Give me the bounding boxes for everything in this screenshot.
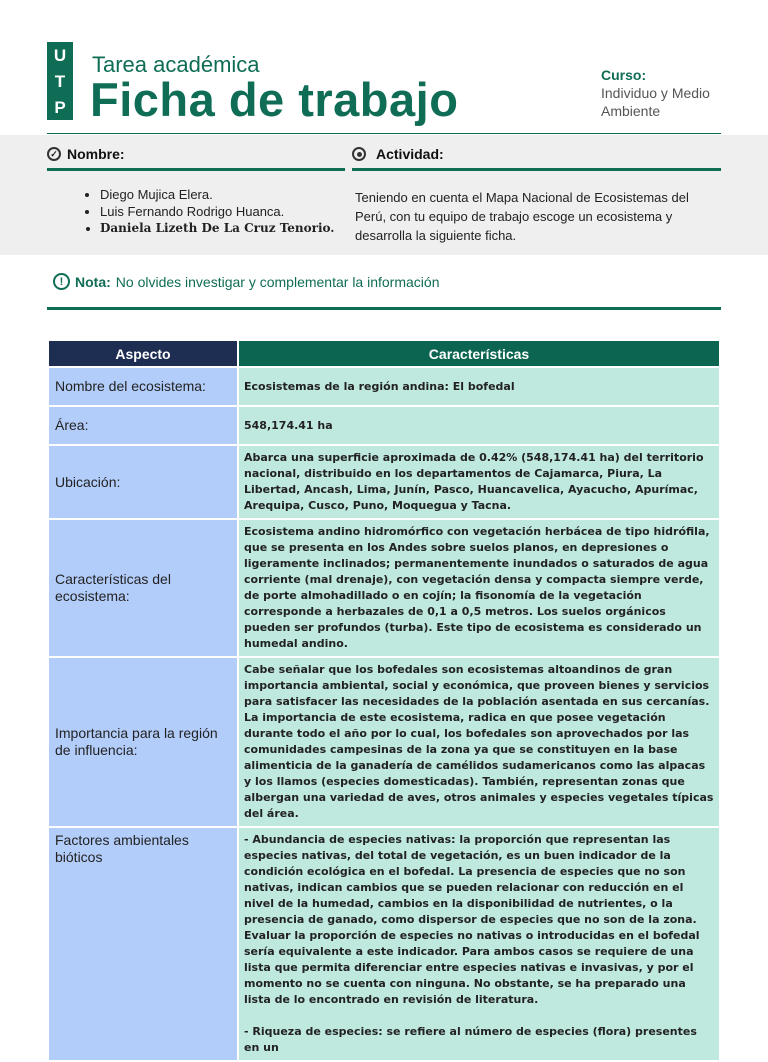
- activity-field-header: [352, 140, 721, 171]
- column-header-aspect: Aspecto: [49, 341, 237, 366]
- name-field-header: [47, 140, 345, 171]
- course-label: Curso:: [601, 67, 647, 83]
- cell-text: - Riqueza de especies: se refiere al número de especies (flora) presentes en un: [244, 1025, 697, 1054]
- table-row: [49, 658, 719, 826]
- cell-text: Ecosistemas de la región andina: El bofedal: [244, 379, 515, 393]
- aspect-cell: Factores ambientales bióticos: [49, 828, 237, 1060]
- characteristics-cell: [239, 446, 719, 518]
- table-row: [49, 446, 719, 518]
- ecosystem-table: [47, 339, 721, 1062]
- aspect-cell: Importancia para la región de influencia:: [49, 658, 237, 826]
- exclamation-icon: !: [53, 273, 70, 290]
- characteristics-cell: [239, 368, 719, 405]
- list-item: • Daniela Lizeth De La Cruz Tenorio.: [100, 220, 334, 237]
- list-item: • Luis Fernando Rodrigo Huanca.: [100, 203, 334, 220]
- characteristics-cell: [239, 520, 719, 656]
- characteristics-cell: [239, 658, 719, 826]
- document-subtitle: Tarea académica: [92, 52, 260, 77]
- aspect-cell: Área:: [49, 407, 237, 444]
- activity-label: Actividad:: [376, 146, 444, 162]
- column-header-characteristics: Características: [239, 341, 719, 366]
- logo-letter: P: [54, 97, 66, 117]
- aspect-cell: Nombre del ecosistema:: [49, 368, 237, 405]
- student-names-list: [75, 186, 334, 237]
- aspect-cell: Ubicación:: [49, 446, 237, 518]
- target-icon: [352, 147, 366, 161]
- characteristics-cell: [239, 828, 719, 1060]
- table-row: [49, 368, 719, 405]
- table-row: [49, 828, 719, 1060]
- cell-text: [244, 1008, 714, 1024]
- cell-text: Cabe señalar que los bofedales son ecosistemas altoandinos de gran importancia ambiental, social y económica, que proveen bienes y servicios para satisfacer las necesidades de la población asentada en sus cercanías.: [244, 663, 710, 708]
- header-divider: [47, 133, 721, 134]
- table-row: [49, 407, 719, 444]
- logo-letter: T: [54, 71, 66, 91]
- aspect-cell: Características del ecosistema:: [49, 520, 237, 656]
- name-label: Nombre:: [67, 146, 125, 162]
- activity-text: Teniendo en cuenta el Mapa Nacional de Ecosistemas del Perú, con tu equipo de trabajo escoge un ecosistema y desarrolla la siguiente ficha.: [355, 190, 689, 243]
- table-header-row: [49, 341, 719, 366]
- cell-text: Ecosistema andino hidromórfico con vegetación herbácea de tipo hidrófila, que se presenta en los Andes sobre suelos planos, en depresiones o ligeramente inclinados; permanentemente inundados o saturados de agua corriente (mal drenaje), con vegetación densa y compacta siempre verde, de porte almohadillado o en cojín; la fisonomía de la vegetación corresponde a herbazales de 0,1 a 0,5 metros. Los suelos orgánicos pueden ser profundos (turba). Este tipo de ecosistema es considerado un humedal andino.: [244, 525, 710, 650]
- note-text: No olvides investigar y complementar la información: [115, 273, 440, 290]
- cell-text: La importancia de este ecosistema, radica en que posee vegetación durante todo el año por lo cual, los bofedales son aprovechados por las comunidades campesinas de la zona ya que se constituyen en la base alimenticia de la ganadería de camélidos sudamericanos como las alpacas y los llamos (especies domesticadas). También, representan zonas que albergan una variedad de aves, otros animales y especies vegetales típicas del área.: [244, 711, 714, 820]
- cell-text: Abarca una superficie aproximada de 0.42% (548,174.41 ha) del territorio nacional, distribuido en los departamentos de Cajamarca, Piura, La Libertad, Ancash, Lima, Junín, Pasco, Huancavelica, Ayacucho, Apurímac, Arequipa, Cusco, Puno, Moquegua y Tacna.: [244, 451, 704, 512]
- cell-text: 548,174.41 ha: [244, 418, 333, 432]
- course-value: Individuo y Medio Ambiente: [601, 85, 710, 119]
- document-title: Ficha de trabajo: [90, 73, 459, 126]
- table-row: [49, 520, 719, 656]
- cell-text: - Abundancia de especies nativas: la proporción que representan las especies nativas, del total de vegetación, es un buen indicador de la condición ecológica en el bofedal. La presencia de especies que no son nativas, indican cambios que se pueden relacionar con reducción en el nivel de la humedad, cambios en la disponibilidad de nutrientes, o la presencia de ganado, como dispersor de especies que no son de la zona. Evaluar la proporción de especies no nativas o introducidas en el bofedal sería equivalente a este indicador. Para ambos casos se requiere de una lista que permita diferenciar entre especies nativas e invasivas, y por el momento no se cuenta con ninguna. No obstante, se ha preparado una lista de lo encontrado en revisión de literatura.: [244, 833, 700, 1006]
- list-item: • Diego Mujica Elera.: [100, 186, 334, 203]
- utp-logo: [47, 42, 73, 120]
- characteristics-cell: [239, 407, 719, 444]
- check-circle-icon: ✓: [47, 147, 61, 161]
- note-label: Nota:: [75, 273, 111, 290]
- note: [53, 273, 439, 290]
- logo-letter: U: [53, 45, 67, 65]
- note-divider: [47, 307, 721, 310]
